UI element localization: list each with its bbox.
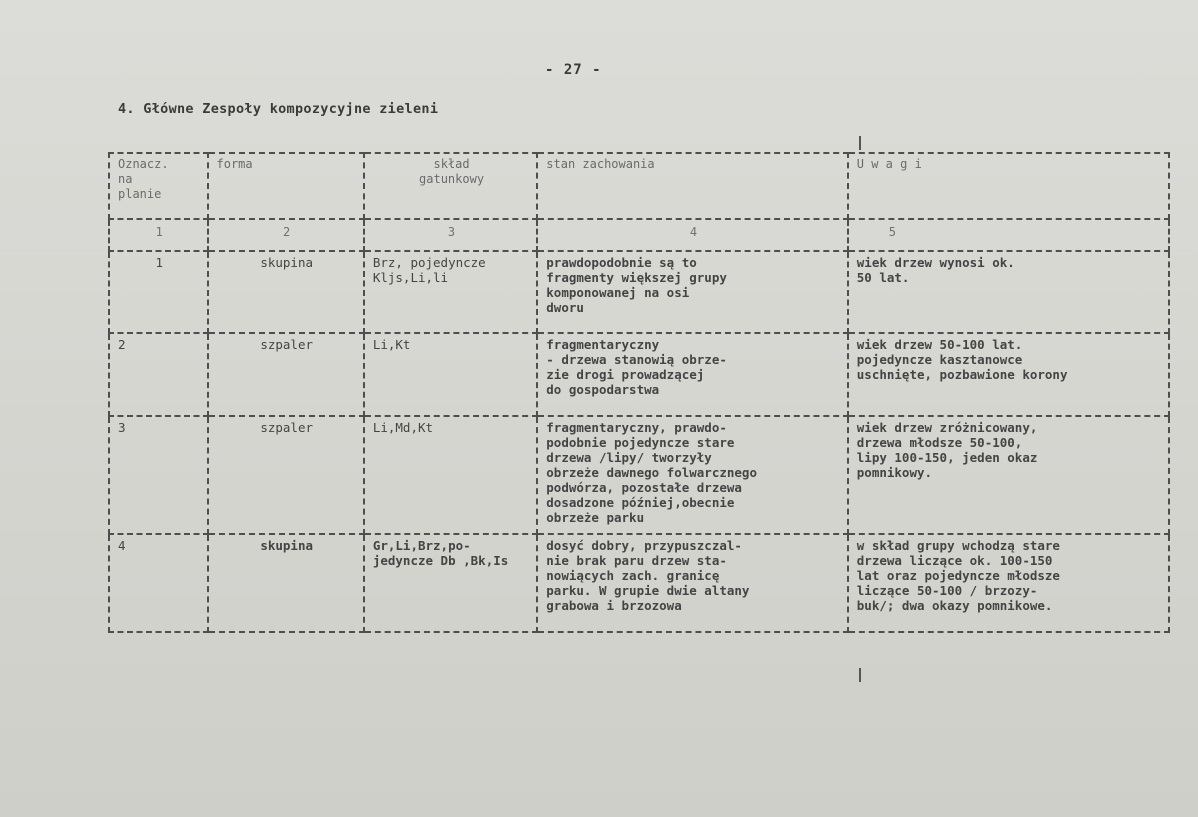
header-oznacz: Oznacz. na planie xyxy=(109,153,208,219)
column-number: 4 xyxy=(537,219,848,251)
cell-stan: prawdopodobnie są to fragmenty większej grupy komponowanej na osi dworu xyxy=(537,251,848,333)
cell-oznacz: 3 xyxy=(109,416,208,534)
cell-stan: fragmentaryczny, prawdo- podobnie pojedyncze stare drzewa /lipy/ tworzyły obrzeże dawnego folwarcznego podwórza, pozostałe drzewa dosadzone później,obecnie obrzeże parku xyxy=(537,416,848,534)
column-number: 1 xyxy=(109,219,208,251)
header-uwagi: U w a g i xyxy=(848,153,1169,219)
cell-forma: szpaler xyxy=(208,333,364,416)
cell-uwagi: wiek drzew wynosi ok. 50 lat. xyxy=(848,251,1169,333)
cell-oznacz: 2 xyxy=(109,333,208,416)
cell-oznacz: 4 xyxy=(109,534,208,632)
cell-forma: skupina xyxy=(208,534,364,632)
cell-stan: dosyć dobry, przypuszczal- nie brak paru drzew sta- nowiących zach. granicę parku. W grupie dwie altany grabowa i brzozowa xyxy=(537,534,848,632)
cell-stan: fragmentaryczny - drzewa stanowią obrze- zie drogi prowadzącej do gospodarstwa xyxy=(537,333,848,416)
cell-forma: skupina xyxy=(208,251,364,333)
section-heading: 4. Główne Zespoły kompozycyjne zieleni xyxy=(118,101,439,117)
cell-sklad: Li,Md,Kt xyxy=(364,416,537,534)
column-number: 5 xyxy=(848,219,1169,251)
column-tick-mark xyxy=(859,668,861,682)
column-number: 3 xyxy=(364,219,537,251)
header-forma: forma xyxy=(208,153,364,219)
column-tick-mark xyxy=(859,136,861,150)
column-number-row xyxy=(109,219,1169,251)
cell-sklad: Li,Kt xyxy=(364,333,537,416)
cell-uwagi: wiek drzew zróżnicowany, drzewa młodsze 50-100, lipy 100-150, jeden okaz pomnikowy. xyxy=(848,416,1169,534)
header-stan: stan zachowania xyxy=(537,153,848,219)
cell-oznacz: 1 xyxy=(109,251,208,333)
table-row xyxy=(109,333,1169,416)
table-row xyxy=(109,251,1169,333)
cell-uwagi: w skład grupy wchodzą stare drzewa liczące ok. 100-150 lat oraz pojedyncze młodsze liczące 50-100 / brzozy- buk/; dwa okazy pomnikowe. xyxy=(848,534,1169,632)
header-sklad: skład gatunkowy xyxy=(364,153,537,219)
table-header-row xyxy=(109,153,1169,219)
green-complexes-table xyxy=(108,152,1170,633)
cell-sklad: Brz, pojedyncze Kljs,Li,li xyxy=(364,251,537,333)
cell-sklad: Gr,Li,Brz,po- jedyncze Db ,Bk,Is xyxy=(364,534,537,632)
table-row xyxy=(109,534,1169,632)
cell-uwagi: wiek drzew 50-100 lat. pojedyncze kasztanowce uschnięte, pozbawione korony xyxy=(848,333,1169,416)
table-row xyxy=(109,416,1169,534)
column-number: 2 xyxy=(208,219,364,251)
page-number: - 27 - xyxy=(545,62,602,78)
cell-forma: szpaler xyxy=(208,416,364,534)
